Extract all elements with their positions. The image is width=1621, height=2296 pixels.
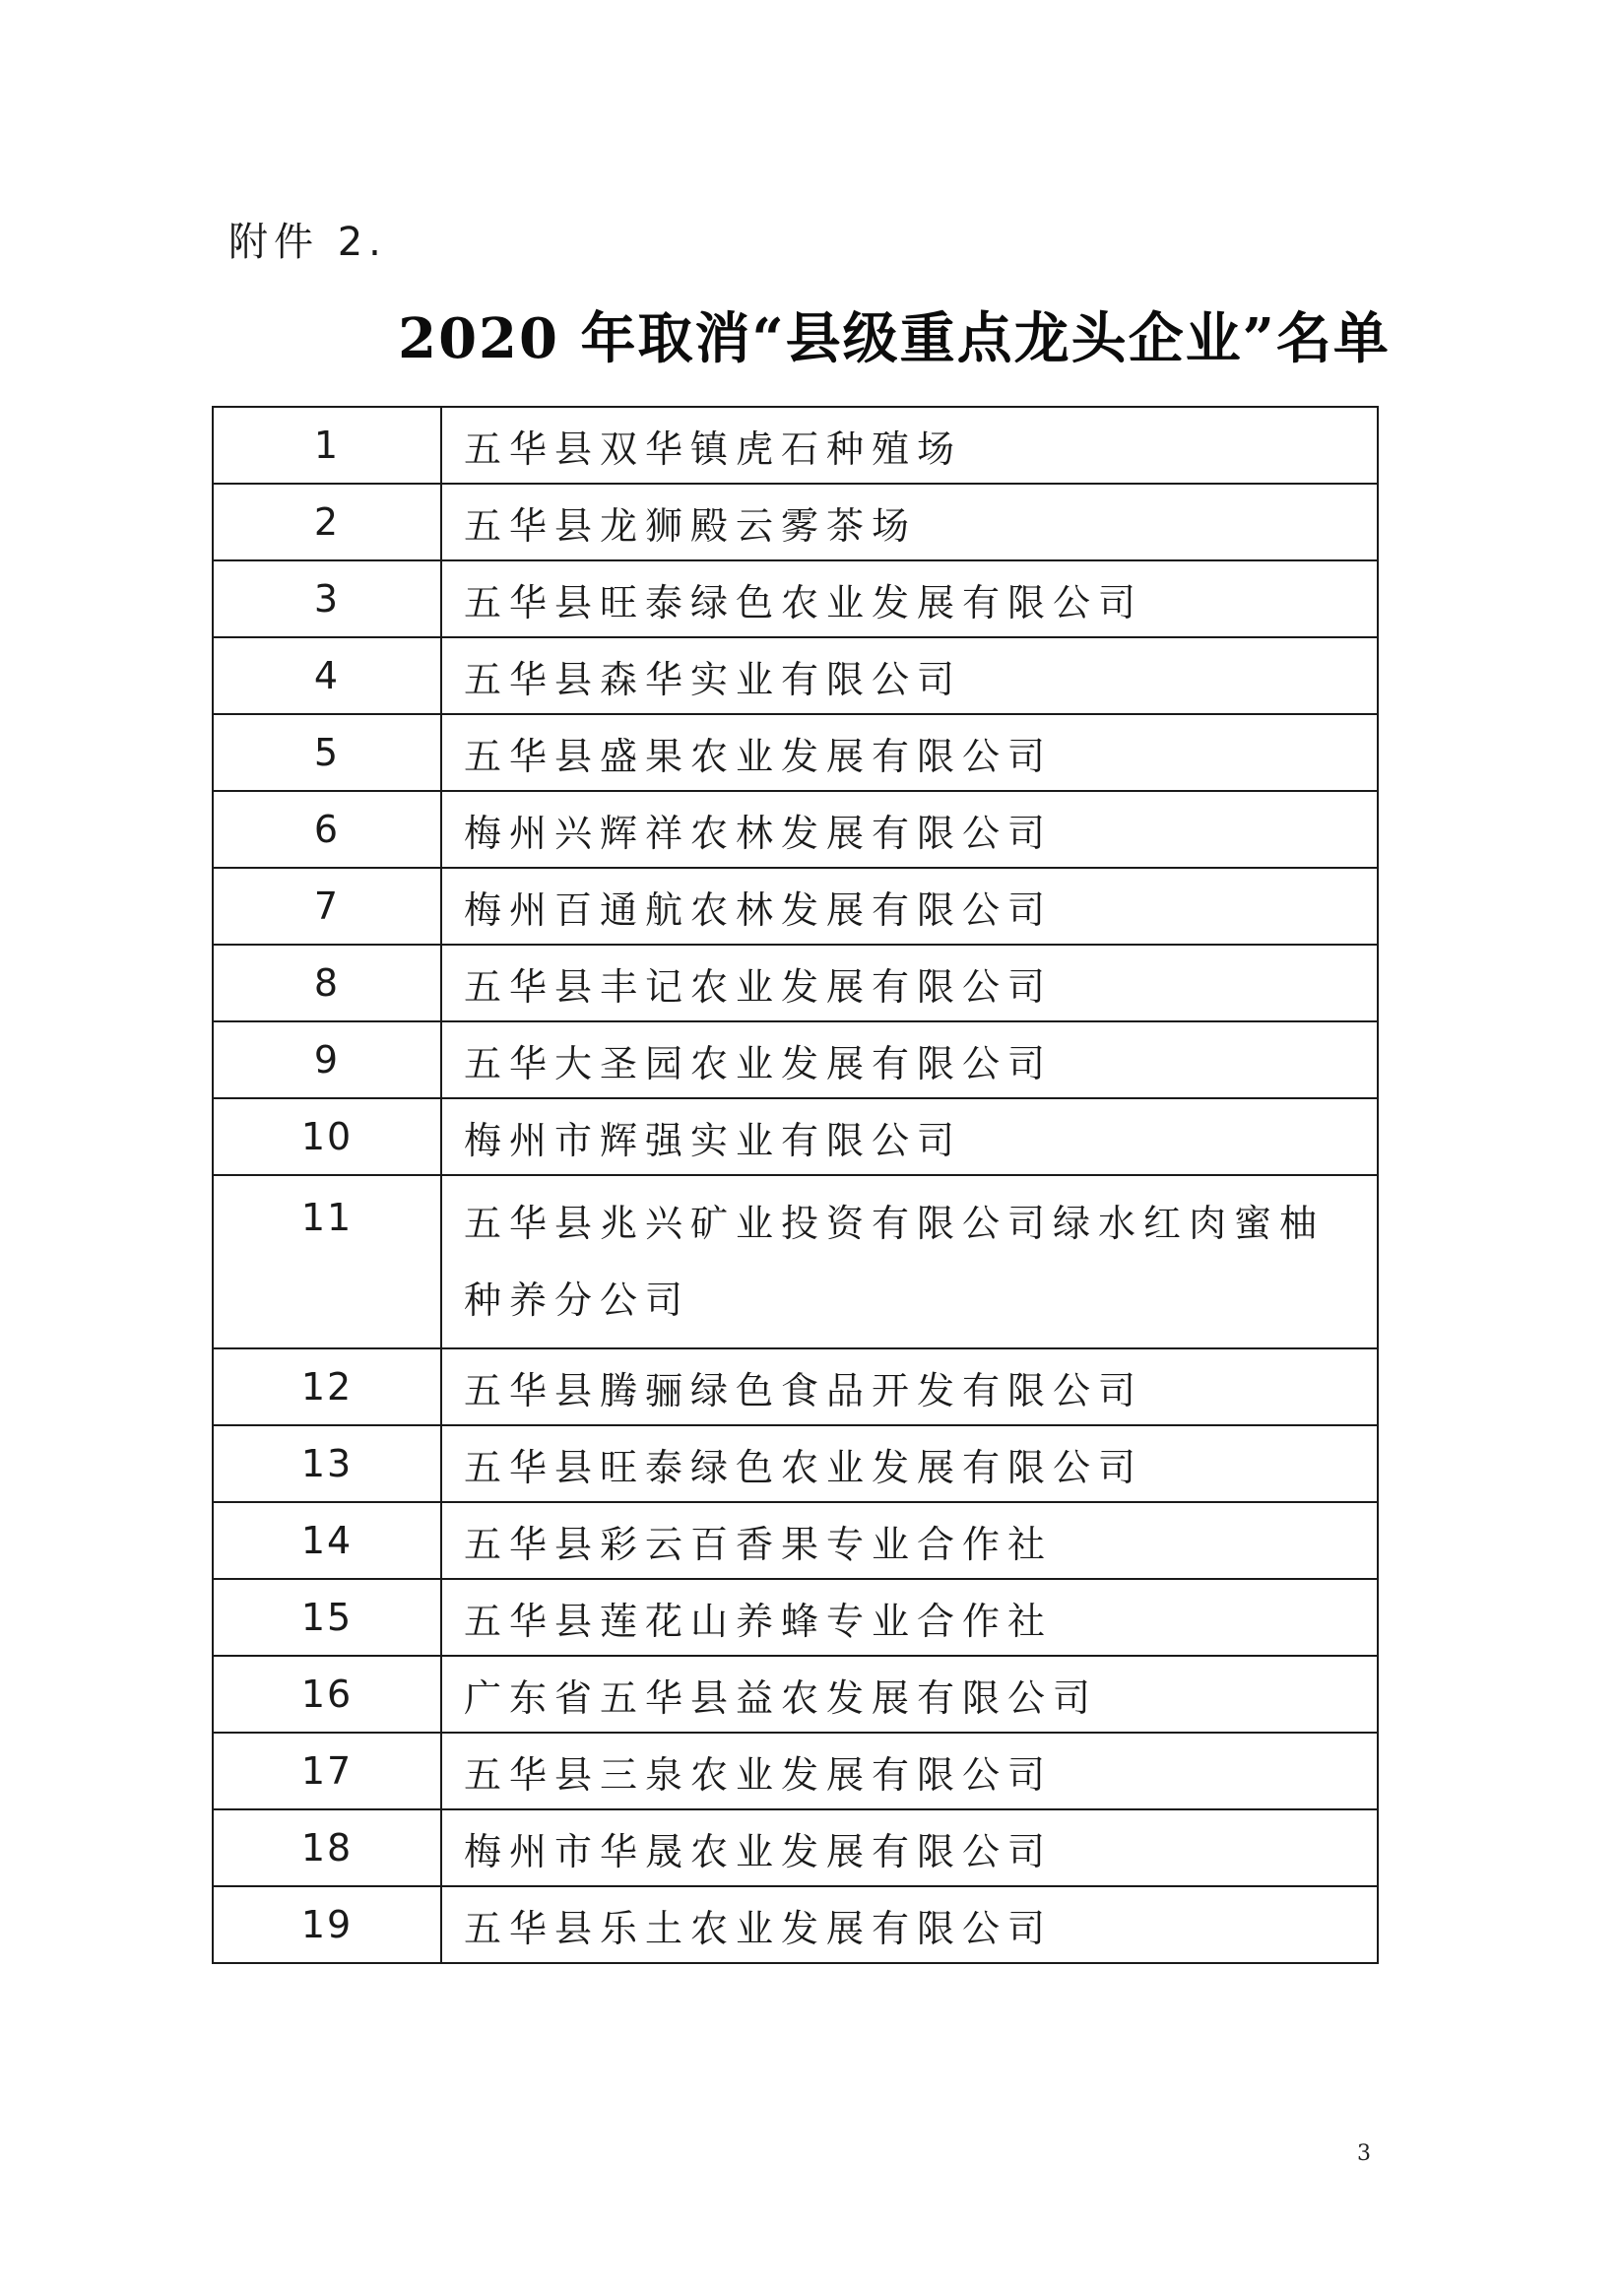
enterprise-name: 梅州百通航农林发展有限公司: [441, 868, 1378, 945]
enterprise-name: 梅州市辉强实业有限公司: [441, 1098, 1378, 1175]
row-number: 11: [213, 1175, 441, 1348]
table-row: [213, 560, 1378, 637]
row-number: 8: [213, 945, 441, 1021]
enterprise-name: 广东省五华县益农发展有限公司: [441, 1656, 1378, 1733]
enterprise-name: 五华县龙狮殿云雾茶场: [441, 484, 1378, 560]
page-number: 3: [1357, 2141, 1371, 2166]
enterprise-name: 五华县双华镇虎石种殖场: [441, 407, 1378, 484]
row-number: 13: [213, 1425, 441, 1502]
table-row: [213, 1886, 1378, 1963]
table-row: [213, 1098, 1378, 1175]
enterprise-name: 五华县乐土农业发展有限公司: [441, 1886, 1378, 1963]
attachment-label: 附件 2.: [228, 220, 387, 265]
table-row: [213, 1502, 1378, 1579]
row-number: 2: [213, 484, 441, 560]
row-number: 1: [213, 407, 441, 484]
row-number: 5: [213, 714, 441, 791]
enterprise-name: 五华县莲花山养蜂专业合作社: [441, 1579, 1378, 1656]
table-row: [213, 714, 1378, 791]
row-number: 15: [213, 1579, 441, 1656]
table-row: [213, 1809, 1378, 1886]
enterprise-name: 五华县兆兴矿业投资有限公司绿水红肉蜜柚种养分公司: [441, 1175, 1378, 1348]
row-number: 4: [213, 637, 441, 714]
row-number: 6: [213, 791, 441, 868]
enterprise-name: 五华大圣园农业发展有限公司: [441, 1021, 1378, 1098]
enterprise-name: 五华县旺泰绿色农业发展有限公司: [441, 560, 1378, 637]
table-row: [213, 868, 1378, 945]
row-number: 7: [213, 868, 441, 945]
row-number: 12: [213, 1348, 441, 1425]
enterprise-list-table: [212, 406, 1379, 1964]
enterprise-name: 梅州兴辉祥农林发展有限公司: [441, 791, 1378, 868]
table-row: [213, 1021, 1378, 1098]
table-row: [213, 1733, 1378, 1809]
table-row: [213, 484, 1378, 560]
row-number: 17: [213, 1733, 441, 1809]
row-number: 9: [213, 1021, 441, 1098]
table-row: [213, 407, 1378, 484]
table-row: [213, 1579, 1378, 1656]
table-row: [213, 791, 1378, 868]
enterprise-name: 梅州市华晟农业发展有限公司: [441, 1809, 1378, 1886]
document-title: 2020 年取消“县级重点龙头企业”名单: [398, 306, 1391, 371]
table-row: [213, 1175, 1378, 1348]
row-number: 19: [213, 1886, 441, 1963]
enterprise-name: 五华县丰记农业发展有限公司: [441, 945, 1378, 1021]
row-number: 14: [213, 1502, 441, 1579]
row-number: 3: [213, 560, 441, 637]
table-row: [213, 637, 1378, 714]
table-row: [213, 1656, 1378, 1733]
row-number: 18: [213, 1809, 441, 1886]
enterprise-name: 五华县盛果农业发展有限公司: [441, 714, 1378, 791]
row-number: 16: [213, 1656, 441, 1733]
table-row: [213, 1425, 1378, 1502]
enterprise-name: 五华县旺泰绿色农业发展有限公司: [441, 1425, 1378, 1502]
table-row: [213, 945, 1378, 1021]
enterprise-name: 五华县腾骊绿色食品开发有限公司: [441, 1348, 1378, 1425]
table-row: [213, 1348, 1378, 1425]
enterprise-name: 五华县彩云百香果专业合作社: [441, 1502, 1378, 1579]
enterprise-name: 五华县森华实业有限公司: [441, 637, 1378, 714]
row-number: 10: [213, 1098, 441, 1175]
enterprise-name: 五华县三泉农业发展有限公司: [441, 1733, 1378, 1809]
